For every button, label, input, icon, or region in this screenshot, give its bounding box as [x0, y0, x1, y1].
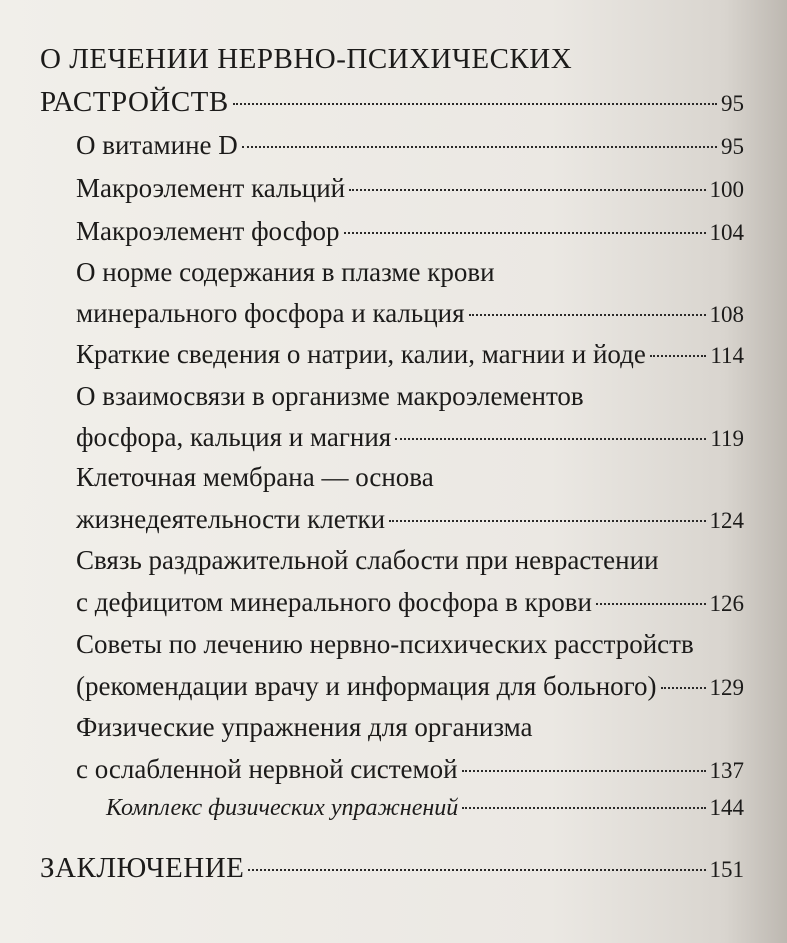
page-number: 126	[709, 591, 744, 616]
toc-entry[interactable]	[76, 587, 744, 627]
entry-title: жизнедеятельности клетки	[76, 504, 386, 534]
dot-leader	[596, 603, 706, 605]
toc-entry-line	[76, 629, 744, 669]
entry-title: Комплекс физических упражнений	[106, 795, 459, 821]
section-title-line	[40, 43, 740, 83]
dot-leader	[242, 146, 717, 148]
page-number: 137	[709, 758, 744, 783]
entry-title: Физические упражнения для организма	[76, 712, 533, 742]
dot-leader	[462, 807, 705, 809]
entry-title: Краткие сведения о натрии, калии, магнии и йоде	[76, 339, 646, 369]
entry-title: Клеточная мембрана — основа	[76, 462, 434, 492]
toc-entry[interactable]	[76, 504, 744, 544]
page-number: 119	[710, 426, 744, 451]
entry-title: О норме содержания в плазме крови	[76, 257, 495, 287]
toc-entry[interactable]	[76, 339, 744, 379]
dot-leader	[469, 314, 706, 316]
section-title: О ЛЕЧЕНИИ НЕРВНО-ПСИХИЧЕСКИХ	[40, 43, 573, 75]
dot-leader	[344, 232, 706, 234]
entry-title: минерального фосфора и кальция	[76, 298, 465, 328]
page-number: 114	[710, 343, 744, 368]
dot-leader	[389, 520, 705, 522]
entry-title: с ослабленной нервной системой	[76, 754, 458, 784]
page-number: 124	[709, 508, 744, 533]
dot-leader	[395, 438, 706, 440]
dot-leader	[462, 770, 706, 772]
dot-leader	[248, 869, 705, 871]
page-number: 95	[721, 134, 744, 159]
entry-title: с дефицитом минерального фосфора в крови	[76, 587, 592, 617]
entry-title: Советы по лечению нервно-психических расстройств	[76, 629, 694, 659]
section-title: РАСТРОЙСТВ	[40, 86, 229, 118]
entry-title: Макроэлемент кальций	[76, 173, 346, 203]
dot-leader	[349, 189, 705, 191]
toc-entry[interactable]	[76, 216, 744, 256]
toc-entry-line	[76, 545, 744, 585]
toc-entry[interactable]	[40, 86, 744, 126]
toc-entry[interactable]	[76, 130, 744, 170]
section-title: ЗАКЛЮЧЕНИЕ	[40, 852, 245, 884]
toc-entry-line	[76, 462, 744, 502]
page-number: 95	[721, 91, 744, 116]
page-number: 151	[709, 857, 744, 882]
page-number: 104	[709, 220, 744, 245]
page-number: 108	[709, 302, 744, 327]
toc-entry[interactable]	[40, 852, 744, 892]
page-number: 129	[709, 675, 744, 700]
page-number: 100	[709, 177, 744, 202]
dot-leader	[233, 103, 717, 105]
entry-title: Макроэлемент фосфор	[76, 216, 340, 246]
entry-title: Связь раздражительной слабости при неврастении	[76, 545, 659, 575]
toc-entry-line	[76, 257, 744, 297]
toc-entry[interactable]	[76, 671, 744, 711]
toc-entry[interactable]	[76, 298, 744, 338]
dot-leader	[661, 687, 706, 689]
toc-entry[interactable]	[76, 422, 744, 462]
toc-entry[interactable]	[106, 795, 744, 835]
toc-entry-line	[76, 381, 744, 421]
toc-entry-line	[76, 712, 744, 752]
toc-entry[interactable]	[76, 754, 744, 794]
page-number: 144	[709, 795, 744, 820]
entry-title: (рекомендации врачу и информация для больного)	[76, 671, 657, 701]
entry-title: фосфора, кальция и магния	[76, 422, 392, 452]
entry-title: О взаимосвязи в организме макроэлементов	[76, 381, 584, 411]
entry-title: О витамине D	[76, 130, 238, 160]
toc-entry[interactable]	[76, 173, 744, 213]
dot-leader	[650, 355, 706, 357]
